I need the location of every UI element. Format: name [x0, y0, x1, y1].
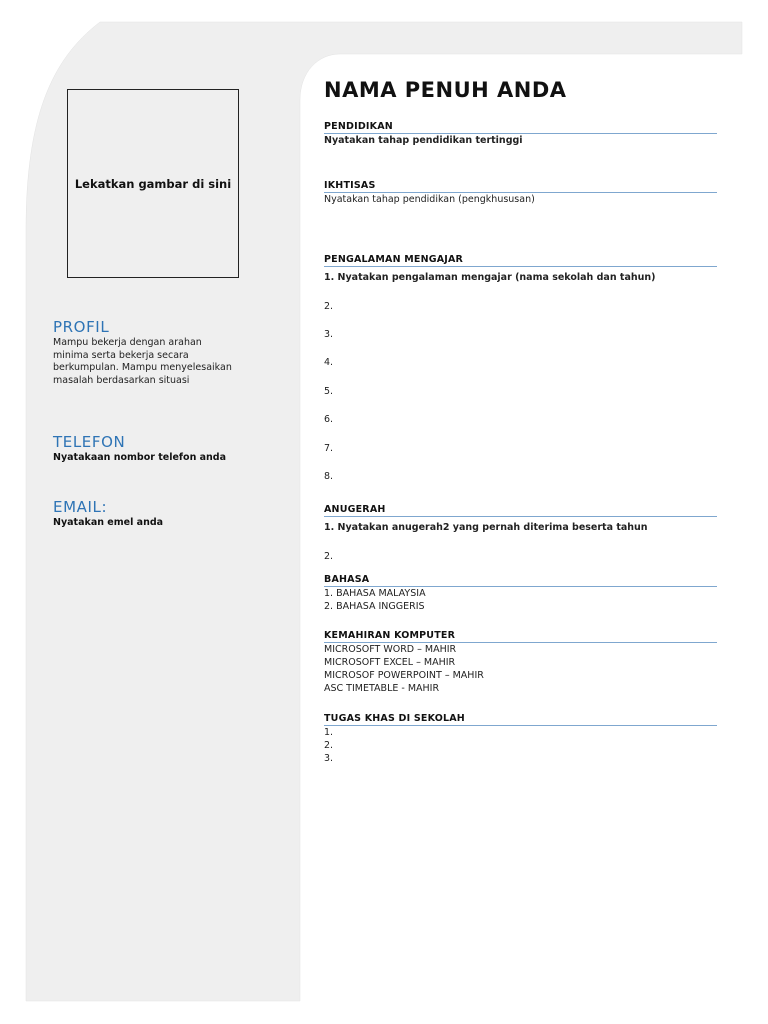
- bahasa-section: [324, 574, 717, 613]
- telefon-text: Nyatakaan nombor telefon anda: [53, 452, 227, 463]
- pendidikan-text: Nyatakan tahap pendidikan tertinggi: [324, 135, 523, 146]
- list-item: MICROSOF POWERPOINT – MAHIR: [324, 670, 484, 681]
- profil-line: minima serta bekerja secara: [53, 349, 189, 361]
- list-item: 2.: [324, 551, 334, 562]
- list-item: 2. BAHASA INGGERIS: [324, 601, 425, 612]
- photo-placeholder: [67, 89, 239, 278]
- pengalaman-title: PENGALAMAN MENGAJAR: [324, 254, 717, 267]
- list-item: ASC TIMETABLE - MAHIR: [324, 683, 440, 694]
- telefon-heading: TELEFON: [53, 433, 126, 451]
- list-item: 4.: [324, 357, 334, 368]
- pendidikan-section: [324, 121, 717, 147]
- list-item: 5.: [324, 386, 334, 397]
- list-item: 1. Nyatakan anugerah2 yang pernah diterima beserta tahun: [324, 522, 648, 533]
- telefon-section: [53, 433, 278, 465]
- anugerah-title: ANUGERAH: [324, 504, 717, 517]
- tugas-title: TUGAS KHAS DI SEKOLAH: [324, 713, 717, 726]
- pengalaman-section: [324, 254, 717, 267]
- anugerah-section: [324, 504, 717, 517]
- ikhtisas-text: Nyatakan tahap pendidikan (pengkhususan): [324, 194, 535, 205]
- pendidikan-title: PENDIDIKAN: [324, 121, 717, 134]
- komputer-title: KEMAHIRAN KOMPUTER: [324, 630, 717, 643]
- bahasa-title: BAHASA: [324, 574, 717, 587]
- email-text: Nyatakan emel anda: [53, 517, 164, 528]
- profil-text: [53, 337, 278, 387]
- email-heading: EMAIL:: [53, 498, 108, 516]
- list-item: 2.: [324, 740, 334, 751]
- list-item: MICROSOFT EXCEL – MAHIR: [324, 657, 456, 668]
- list-item: 8.: [324, 471, 334, 482]
- full-name-title: NAMA PENUH ANDA: [324, 78, 567, 102]
- profil-line: Mampu bekerja dengan arahan: [53, 337, 202, 348]
- list-item: 1.: [324, 727, 334, 738]
- ikhtisas-title: IKHTISAS: [324, 180, 717, 193]
- list-item: 6.: [324, 414, 334, 425]
- list-item: 1. Nyatakan pengalaman mengajar (nama sekolah dan tahun): [324, 272, 656, 283]
- list-item: 3.: [324, 753, 334, 764]
- profil-line: masalah berdasarkan situasi: [53, 374, 190, 386]
- list-item: 1. BAHASA MALAYSIA: [324, 588, 426, 599]
- email-section: [53, 498, 278, 530]
- photo-placeholder-label: Lekatkan gambar di sini: [74, 176, 232, 191]
- list-item: 3.: [324, 329, 334, 340]
- profil-line: berkumpulan. Mampu menyelesaikan: [53, 362, 232, 373]
- profil-heading: PROFIL: [53, 318, 110, 336]
- komputer-section: [324, 630, 717, 695]
- profil-section: [53, 318, 278, 387]
- list-item: MICROSOFT WORD – MAHIR: [324, 644, 457, 655]
- list-item: 7.: [324, 443, 334, 454]
- ikhtisas-section: [324, 180, 717, 206]
- list-item: 2.: [324, 301, 334, 312]
- tugas-section: [324, 713, 717, 765]
